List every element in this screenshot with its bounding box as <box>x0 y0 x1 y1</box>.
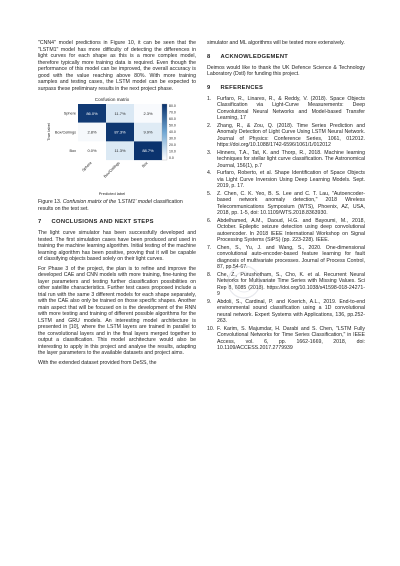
colorbar-tick-label: 0.0 <box>169 156 174 161</box>
conclusion-paragraph-1: The light curve simulator has been successfully developed and tested. The first simulation cases have been produced and used in training the machine learning algorithm. Initial testing of the machine learning algorithm has been positive, proving that it will be capable of classifying objects based solely on their light curves. <box>38 230 196 262</box>
reference-list <box>207 96 365 352</box>
intro-paragraph: "CNN4" model predictions in Figure 10, it can be seen that the "LSTM1" model has more difficulty of detecting the differences in light curves for each shape as this is a more complex model, therefore typically more training data is required. Even though the performance of this model can be improved, the overall accuracy is good with the value reaching above 80%. With more training samples and testing cases, the LSTM model can be expected to surpass these preliminary results in the next project phase. <box>38 40 196 92</box>
figure-caption-italic: Confusion matrix of the 'LSTM1' model <box>62 199 152 205</box>
reference-item <box>207 170 365 190</box>
section-title: ACKNOWLEDGEMENT <box>220 53 289 60</box>
x-axis-label: Predicted label <box>98 191 126 196</box>
acknowledgement-text: Deimos would like to thank the UK Defence Science & Technology Laboratory (Dstl) for funding this project. <box>207 64 365 77</box>
row-tick-label: Box/Ceilings <box>54 130 76 135</box>
reference-text: Che, Z., Purushotham, S., Cho, K. et al. Recurrent Neural Networks for Multivariate Time Series with Missing Values. Sci Rep 8, 6085 (2018). https://doi.org/10.1038/s41598-018-24271-9 <box>217 271 365 297</box>
section-number: 7 <box>38 219 42 225</box>
conclusion-paragraph-2: For Phase 3 of the project, the plan is to refine and improve the developed CAE and CNN models with more training, fine-tuning the layer parameters and testing further classification possibilities on other satellite characteristics. Further test cases proposed include a trial run with the same 3 different models for each shape separately, with the CAE also only be trained on those specific shapes. Another main aspect that will be focused on is the development of the RNN with more testing and training of different possible algorithms for the LSTM and GRU models. An interesting model architecture is presented in [10], where the LSTM layers are trained in parallel to the convolutional layers and in the final layers merged together to output a classification. This model architecture would also be interesting to apply in this project and analyse the results, adapting the layer parameters to the available datasets and project aims. <box>38 265 196 356</box>
matrix-cell-label: 0.0% <box>87 148 97 154</box>
reference-number: 10. <box>207 325 215 332</box>
matrix-cell-label: 2.3% <box>143 110 153 116</box>
matrix-cell-label: 87.3% <box>114 129 126 135</box>
reference-text: Zhang, R., & Zou, Q. (2018). Time Series Prediction and Anomaly Detection of Light Curve Using LSTM Neural Network. Journal of Physics: Conference Series, 1061, 012012. https://doi.org/10.1088/1742-6596/1061/1/012012 <box>217 122 365 148</box>
reference-text: Furfaro, Roberto, et al. Shape Identification of Space Objects via Light Curve Inversion Using Deep Learning Models. Sept. 2019, p. 17. <box>217 170 365 189</box>
col-tick-label: Box/Ceilings <box>102 160 121 179</box>
reference-number: 5. <box>207 190 212 197</box>
matrix-cell-label: 2.8% <box>87 129 97 135</box>
reference-item <box>207 299 365 325</box>
reference-text: Hinners, T.A., Tat, K. and Thorp, R., 2018. Machine learning techniques for stellar light curve classification. The Astronomical Journal, 156(1), p.7 <box>217 149 365 169</box>
reference-number: 1. <box>207 95 212 102</box>
colorbar-tick-label: 70.0 <box>169 110 176 115</box>
section-heading-7 <box>38 219 196 225</box>
section-heading-8 <box>207 54 365 60</box>
matrix-cell-label: 9.9% <box>143 129 153 135</box>
reference-number: 7. <box>207 244 212 251</box>
reference-number: 2. <box>207 122 212 129</box>
section-title: REFERENCES <box>220 84 264 91</box>
colorbar <box>162 104 167 160</box>
figure-caption-suffix: classification results on the test set. <box>38 199 183 212</box>
confusion-matrix-figure <box>38 95 196 197</box>
reference-item <box>207 96 365 122</box>
chart-title: Confusion matrix <box>94 97 130 102</box>
reference-number: 8. <box>207 271 212 278</box>
colorbar-tick-label: 60.0 <box>169 117 176 122</box>
colorbar-tick-label: 50.0 <box>169 123 176 128</box>
reference-number: 4. <box>207 170 212 176</box>
reference-text: Chen, S., Yu, J. and Wang, S., 2020. One-dimensional convolutional auto-encoder-based feature learning for fault diagnosis of multivariate processes. Journal of Process Control, 87, pp.54-67. <box>217 244 365 270</box>
conclusion-paragraph-3: With the extended dataset provided from DeSS, the <box>38 359 157 366</box>
row-tick-label: Box <box>69 149 76 154</box>
reference-item <box>207 326 365 352</box>
section-number: 8 <box>207 53 211 60</box>
row-tick-label: Sphere <box>63 111 76 116</box>
reference-item <box>207 272 365 298</box>
figure-caption-prefix: Figure 13. <box>38 199 62 205</box>
matrix-cell-label: 88.7% <box>142 148 154 154</box>
reference-text: Furfaro, R., Linares, R., & Reddy, V. (2018). Space Objects Classification via Light-Curve Measurements: Deep Convolutional Neural Networks and Model-based Transfer Learning, 17 <box>217 95 365 121</box>
y-axis-label: True label <box>46 123 51 141</box>
right-top-paragraph: simulator and ML algorithms will be tested more extensively. <box>207 40 345 46</box>
section-number: 9 <box>207 84 211 91</box>
reference-item <box>207 245 365 271</box>
section-heading-9 <box>207 85 365 91</box>
colorbar-tick-label: 40.0 <box>169 130 176 135</box>
colorbar-tick-label: 10.0 <box>169 149 176 154</box>
right-column <box>207 40 365 353</box>
colorbar-tick-label: 20.0 <box>169 143 176 148</box>
section-title: CONCLUSIONS AND NEXT STEPS <box>51 219 154 225</box>
reference-item <box>207 191 365 217</box>
reference-number: 9. <box>207 298 212 305</box>
colorbar-tick-label: 80.0 <box>169 104 176 109</box>
col-tick-label: Box <box>141 160 149 169</box>
reference-item <box>207 150 365 170</box>
reference-item <box>207 218 365 244</box>
reference-number: 6. <box>207 217 212 224</box>
matrix-cell-label: 86.0% <box>86 110 98 116</box>
figure-caption <box>38 199 196 212</box>
left-column <box>38 40 196 369</box>
matrix-cell-label: 11.3% <box>114 148 126 154</box>
reference-item <box>207 123 365 149</box>
matrix-cell-label: 11.7% <box>114 110 126 116</box>
confusion-matrix-chart <box>38 95 196 197</box>
col-tick-label: Sphere <box>81 160 93 173</box>
reference-text: F. Karim, S. Majumdar, H. Darabi and S. Chen, "LSTM Fully Convolutional Networks for Time Series Classification," in IEEE Access, vol. 6, pp. 1662-1669, 2018, doi: 10.1109/ACCESS.2017.2779939 <box>217 325 365 351</box>
reference-text: Abdoli, S., Cardinal, P. and Koerich, A.L., 2019. End-to-end environmental sound classification using a 1D convolutional neural network. Expert Systems with Applications, 136, pp.252-263. <box>217 298 365 324</box>
reference-text: Z. Chen, C. K. Yeo, B. S. Lee and C. T. Lau, "Autoencoder-based network anomaly detection," 2018 Wireless Telecommunications Symposium (WTS), Phoenix, AZ, USA, 2018, pp. 1-5, doi: 10.1109/WTS.2018.8363930. <box>217 190 365 216</box>
colorbar-tick-label: 30.0 <box>169 136 176 141</box>
reference-text: Abdelhamed, A.M., Daoud, H.G. and Bayoumi, M., 2018, October. Epileptic seizure detection using deep convolutional autoencoder. In 2018 IEEE International Workshop on Signal Processing Systems (SiPS) (pp. 223-228). IEEE. <box>217 217 365 243</box>
reference-number: 3. <box>207 149 212 156</box>
